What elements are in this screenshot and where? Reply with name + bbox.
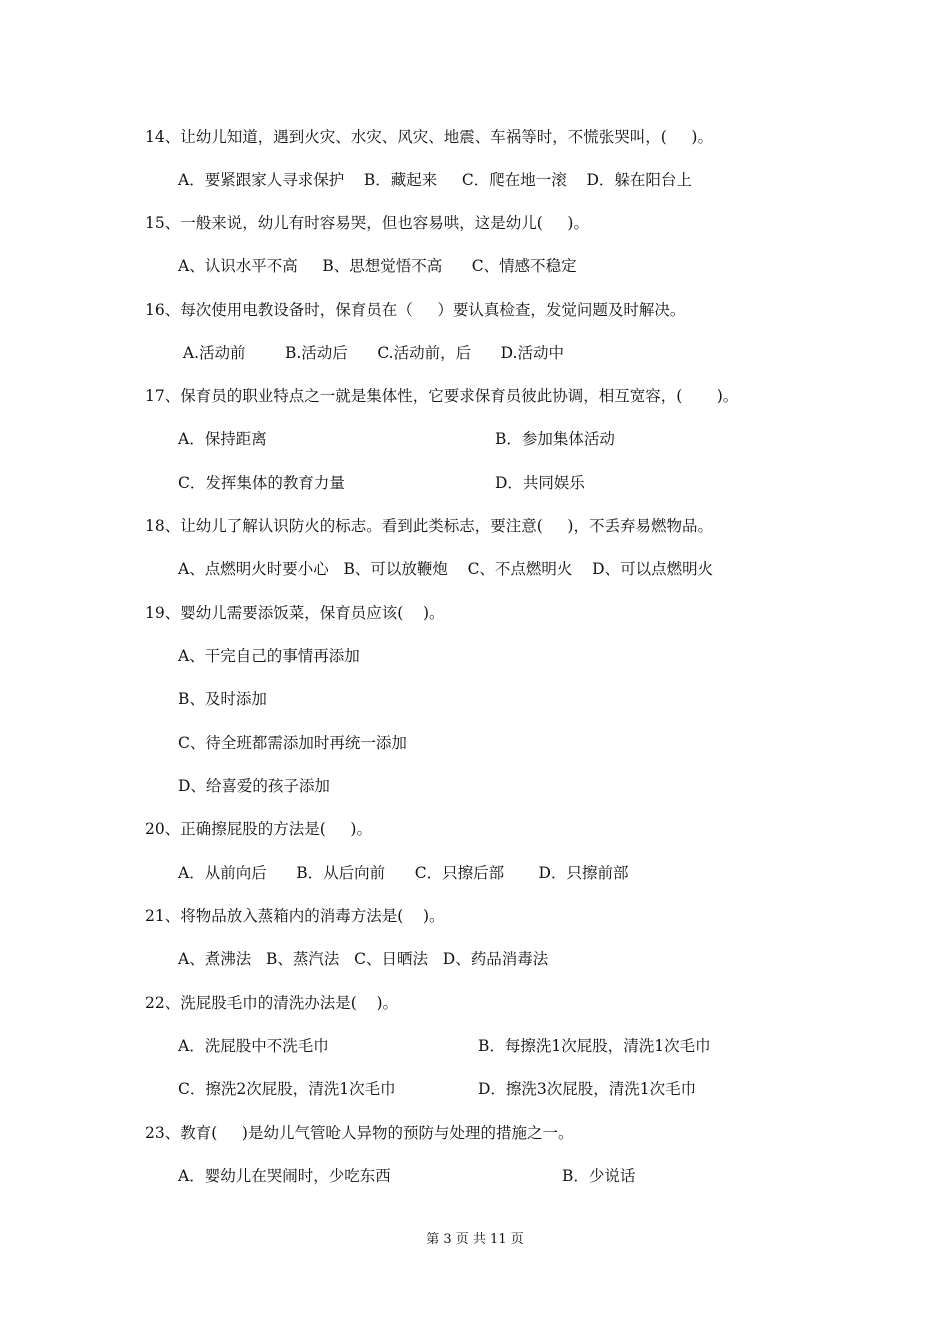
question-19-option-d: D、给喜爱的孩子添加 xyxy=(178,777,330,795)
page-footer: 第 3 页 共 11 页 xyxy=(426,1232,524,1247)
question-19-option-b: B、及时添加 xyxy=(178,690,267,708)
question-22-stem: 22、洗屁股毛巾的清洗办法是( )。 xyxy=(145,994,399,1012)
question-22-option-d: D．擦洗3次屁股，清洗1次毛巾 xyxy=(478,1080,697,1098)
question-23-option-a: A．婴幼儿在哭闹时，少吃东西 xyxy=(178,1167,391,1185)
question-17-option-b: B．参加集体活动 xyxy=(495,430,615,448)
question-18-stem: 18、让幼儿了解认识防火的标志。看到此类标志，要注意( )，不丢弃易燃物品。 xyxy=(145,517,713,535)
question-17-option-d: D．共同娱乐 xyxy=(495,474,585,492)
question-19-option-c: C、待全班都需添加时再统一添加 xyxy=(178,734,407,752)
question-17-option-a: A．保持距离 xyxy=(178,430,267,448)
question-22-option-a: A．洗屁股中不洗毛巾 xyxy=(178,1037,329,1055)
question-20-stem: 20、正确擦屁股的方法是( )。 xyxy=(145,820,372,838)
question-14-options: A．要紧跟家人寻求保护 B．藏起来 C．爬在地一滚 D．躲在阳台上 xyxy=(178,171,692,189)
question-17-stem: 17、保育员的职业特点之一就是集体性，它要求保育员彼此协调，相互宽容，( )。 xyxy=(145,387,739,405)
question-22-option-b: B．每擦洗1次屁股，清洗1次毛巾 xyxy=(478,1037,711,1055)
question-20-options: A．从前向后 B．从后向前 C．只擦后部 D．只擦前部 xyxy=(178,864,629,882)
question-23-option-b: B．少说话 xyxy=(562,1167,636,1185)
question-21-stem: 21、将物品放入蒸箱内的消毒方法是( )。 xyxy=(145,907,445,925)
question-15-options: A、认识水平不高 B、思想觉悟不高 C、情感不稳定 xyxy=(178,257,577,275)
question-19-stem: 19、婴幼儿需要添饭菜，保育员应该( )。 xyxy=(145,604,445,622)
question-16-stem: 16、每次使用电教设备时，保育员在（ ）要认真检查，发觉问题及时解决。 xyxy=(145,301,686,319)
question-17-option-c: C．发挥集体的教育力量 xyxy=(178,474,345,492)
question-14-stem: 14、让幼儿知道，遇到火灾、水灾、风灾、地震、车祸等时，不慌张哭叫，( )。 xyxy=(145,128,713,146)
question-18-options: A、点燃明火时要小心 B、可以放鞭炮 C、不点燃明火 D、可以点燃明火 xyxy=(178,560,714,578)
question-15-stem: 15、一般来说，幼儿有时容易哭，但也容易哄，这是幼儿( )。 xyxy=(145,214,589,232)
question-19-option-a: A、干完自己的事情再添加 xyxy=(178,647,360,665)
question-16-options: A.活动前 B.活动后 C.活动前，后 D.活动中 xyxy=(178,344,564,362)
question-22-option-c: C．擦洗2次屁股，清洗1次毛巾 xyxy=(178,1080,396,1098)
question-21-options: A、煮沸法 B、蒸汽法 C、日晒法 D、药品消毒法 xyxy=(178,950,549,968)
question-23-stem: 23、教育( )是幼儿气管呛人异物的预防与处理的措施之一。 xyxy=(145,1124,574,1142)
